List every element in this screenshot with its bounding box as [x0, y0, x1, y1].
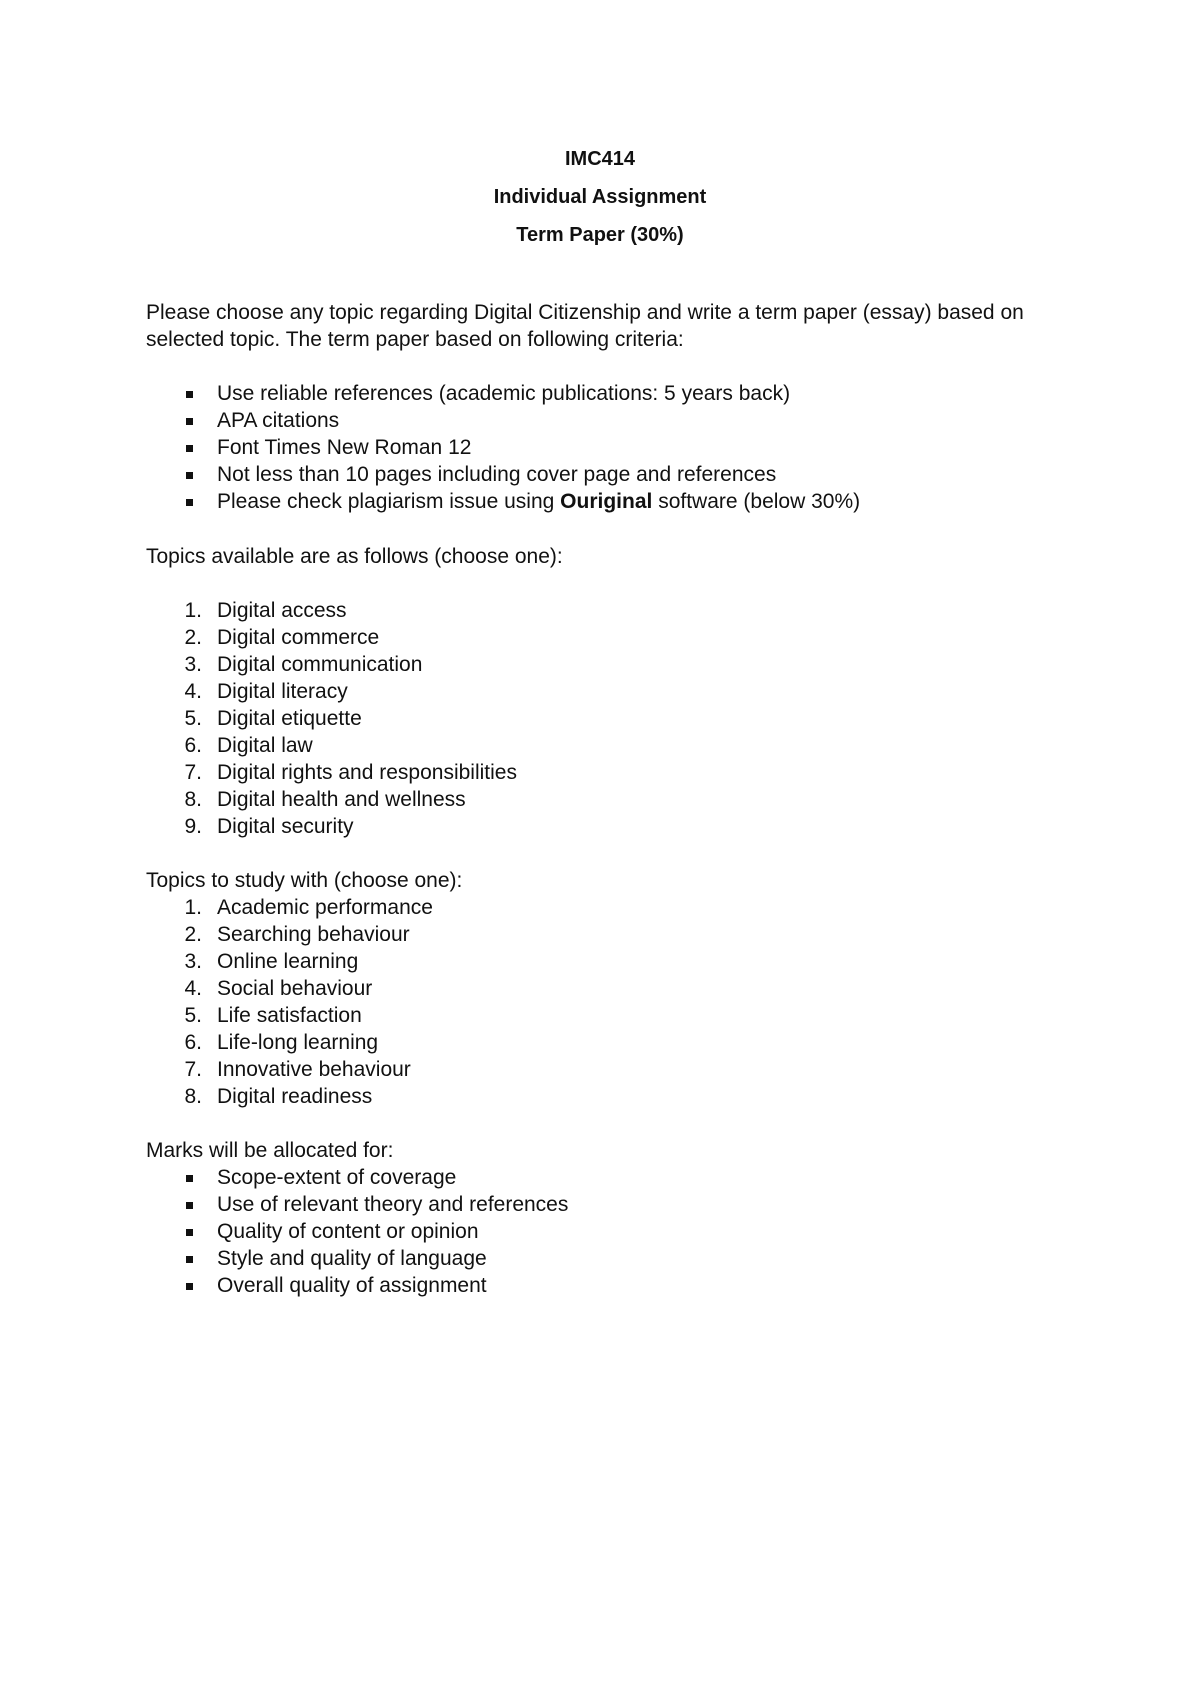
plagiarism-text-before: Please check plagiarism issue using — [217, 490, 561, 513]
square-bullet-icon — [186, 472, 193, 479]
list-item — [146, 705, 517, 732]
item-number: 6. — [184, 1031, 202, 1054]
list-item — [146, 678, 517, 705]
list-item — [146, 1029, 433, 1056]
item-number: 5. — [184, 1004, 202, 1027]
square-bullet-icon — [186, 1202, 193, 1209]
study-topic-text: Life satisfaction — [217, 1004, 362, 1027]
item-number: 1. — [184, 896, 202, 919]
item-number: 6. — [184, 734, 202, 757]
list-item — [146, 407, 860, 434]
marks-item: Overall quality of assignment — [217, 1274, 487, 1297]
list-item — [146, 1245, 568, 1272]
list-item — [146, 1191, 568, 1218]
criteria-list — [146, 380, 860, 515]
marks-list — [146, 1164, 568, 1299]
item-number: 1. — [184, 599, 202, 622]
item-number: 3. — [184, 653, 202, 676]
list-item — [146, 488, 860, 515]
study-topics-list — [146, 894, 433, 1110]
list-item — [146, 948, 433, 975]
intro-paragraph: Please choose any topic regarding Digital Citizenship and write a term paper (essay) based on selected topic. The term paper based on following criteria: — [146, 301, 1024, 351]
course-code: IMC414 — [564, 148, 636, 170]
item-number: 7. — [184, 761, 202, 784]
list-item — [146, 894, 433, 921]
study-topic-text: Innovative behaviour — [217, 1058, 411, 1081]
topic-text: Digital health and wellness — [217, 788, 466, 811]
item-number: 8. — [184, 1085, 202, 1108]
list-item — [146, 461, 860, 488]
study-topic-text: Online learning — [217, 950, 359, 973]
list-item — [146, 786, 517, 813]
item-number: 4. — [184, 680, 202, 703]
list-item — [146, 1056, 433, 1083]
square-bullet-icon — [186, 445, 193, 452]
item-number: 2. — [184, 923, 202, 946]
item-number: 4. — [184, 977, 202, 1000]
list-item — [146, 1272, 568, 1299]
item-number: 7. — [184, 1058, 202, 1081]
list-item — [146, 1083, 433, 1110]
square-bullet-icon — [186, 1256, 193, 1263]
study-topic-text: Searching behaviour — [217, 923, 410, 946]
topic-text: Digital rights and responsibilities — [217, 761, 517, 784]
list-item — [146, 732, 517, 759]
list-item — [146, 651, 517, 678]
topic-text: Digital commerce — [217, 626, 380, 649]
item-number: 5. — [184, 707, 202, 730]
list-item — [146, 759, 517, 786]
criteria-item: APA citations — [217, 409, 340, 432]
topic-text: Digital access — [217, 599, 347, 622]
square-bullet-icon — [186, 1229, 193, 1236]
list-item — [146, 921, 433, 948]
item-number: 8. — [184, 788, 202, 811]
item-number: 2. — [184, 626, 202, 649]
criteria-item: Not less than 10 pages including cover page and references — [217, 463, 777, 486]
list-item — [146, 434, 860, 461]
study-topic-text: Life-long learning — [217, 1031, 379, 1054]
marks-item: Scope-extent of coverage — [217, 1166, 457, 1189]
assignment-type: Individual Assignment — [493, 186, 707, 208]
study-topic-text: Digital readiness — [217, 1085, 373, 1108]
list-item — [146, 975, 433, 1002]
topic-text: Digital communication — [217, 653, 423, 676]
criteria-item: Font Times New Roman 12 — [217, 436, 472, 459]
list-item — [146, 1218, 568, 1245]
study-topic-text: Social behaviour — [217, 977, 373, 1000]
topic-text: Digital security — [217, 815, 354, 838]
marks-item: Style and quality of language — [217, 1247, 487, 1270]
plagiarism-text-after: software (below 30%) — [652, 490, 861, 513]
topics-label: Topics available are as follows (choose one): — [146, 545, 563, 568]
square-bullet-icon — [186, 1175, 193, 1182]
list-item — [146, 380, 860, 407]
study-topic-text: Academic performance — [217, 896, 433, 919]
square-bullet-icon — [186, 391, 193, 398]
study-topics-label: Topics to study with (choose one): — [146, 869, 463, 892]
topic-text: Digital etiquette — [217, 707, 362, 730]
list-item — [146, 624, 517, 651]
assignment-title: Term Paper (30%) — [516, 224, 684, 246]
marks-item: Use of relevant theory and references — [217, 1193, 569, 1216]
marks-label: Marks will be allocated for: — [146, 1139, 394, 1162]
list-item — [146, 597, 517, 624]
list-item — [146, 813, 517, 840]
item-number: 3. — [184, 950, 202, 973]
square-bullet-icon — [186, 418, 193, 425]
software-name: Ouriginal — [560, 490, 653, 513]
criteria-item: Use reliable references (academic publications: 5 years back) — [217, 382, 791, 405]
item-number: 9. — [184, 815, 202, 838]
square-bullet-icon — [186, 499, 193, 506]
list-item — [146, 1002, 433, 1029]
marks-item: Quality of content or opinion — [217, 1220, 479, 1243]
square-bullet-icon — [186, 1283, 193, 1290]
topic-text: Digital law — [217, 734, 313, 757]
topics-list — [146, 597, 517, 840]
topic-text: Digital literacy — [217, 680, 348, 703]
list-item — [146, 1164, 568, 1191]
